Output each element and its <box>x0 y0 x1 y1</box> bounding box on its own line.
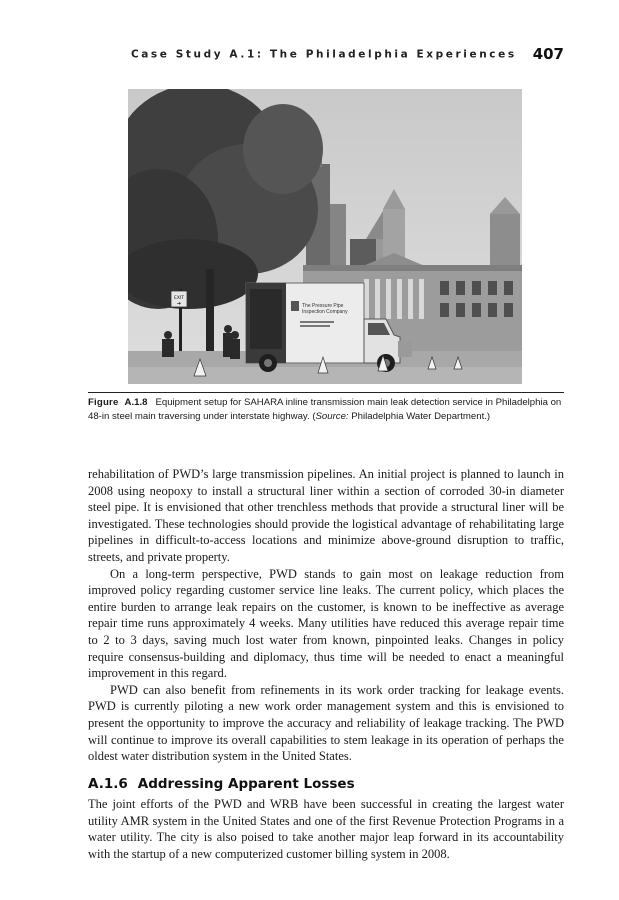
section-heading <box>88 776 564 793</box>
figure-label: Figure <box>88 397 119 408</box>
svg-text:➔: ➔ <box>176 301 182 307</box>
sign-text: EXIT <box>173 296 185 301</box>
caption-rule <box>88 392 564 393</box>
running-title: Case Study A.1: The Philadelphia Experiences <box>130 48 517 61</box>
caption-source-label: Source: <box>315 410 349 422</box>
body-text <box>88 466 564 863</box>
paragraph: On a long-term perspective, PWD stands to gain most on leakage reduction from improved policy regarding customer service line leaks. The current policy, which places the entire burden to arrange leak repairs on the customer, is known to be ineffective as average repair time runs approximately 4 weeks. Many utilities have reduced this average repair time to 2 to 3 days, saving much lost water from known, pinpointed leaks. Changes in policy require consensus-building and diplomacy, thus time will be needed to enact a meaningful improvement in this regard. <box>88 566 564 681</box>
caption-text: Equipment setup for SAHARA inline transmission main leak detection service in Philadelphia on 48-in steel main traversing under interstate highway. ( <box>88 397 562 422</box>
section-number: A.1.6 <box>88 775 128 792</box>
figure-photo <box>128 89 522 384</box>
caption-source: Philadelphia Water Department.) <box>348 410 491 422</box>
paragraph: PWD can also benefit from refinements in its work order tracking for leakage events. PWD is currently piloting a new work order management system and this is envisioned to present the opportunity to improve the accuracy and reliability of leakage tracking. The PWD will continue to improve its overall capabilities to stem leakage in its operation of perhaps the oldest water distribution system in the United States. <box>88 682 564 764</box>
paragraph: The joint efforts of the PWD and WRB have been successful in creating the largest water utility AMR system in the United States and one of the first Revenue Protection Programs in a water utility. The city is also poised to take another major leap forward in its accountability with the startup of a new computerized customer billing system in 2008. <box>88 797 564 862</box>
running-header <box>88 45 564 67</box>
figure-number: A.1.8 <box>124 397 148 408</box>
page-number: 407 <box>532 45 564 64</box>
truck-text: The Pressure Pipe Inspection Company <box>302 303 348 315</box>
paragraph: rehabilitation of PWD’s large transmission pipelines. An initial project is planned to launch in 2008 using neopoxy to install a structural liner within a section of corroded 30-in diameter steel pipe. It is envisioned that other trenchless methods that provide a structural liner will be investigated. These technologies should provide the logistical advantage of rehabilitating large pipelines in difficult-to-access locations and minimize above-ground disruption to traffic, streets, and private property. <box>88 467 564 564</box>
figure-caption <box>88 396 564 423</box>
section-title: Addressing Apparent Losses <box>137 775 355 792</box>
